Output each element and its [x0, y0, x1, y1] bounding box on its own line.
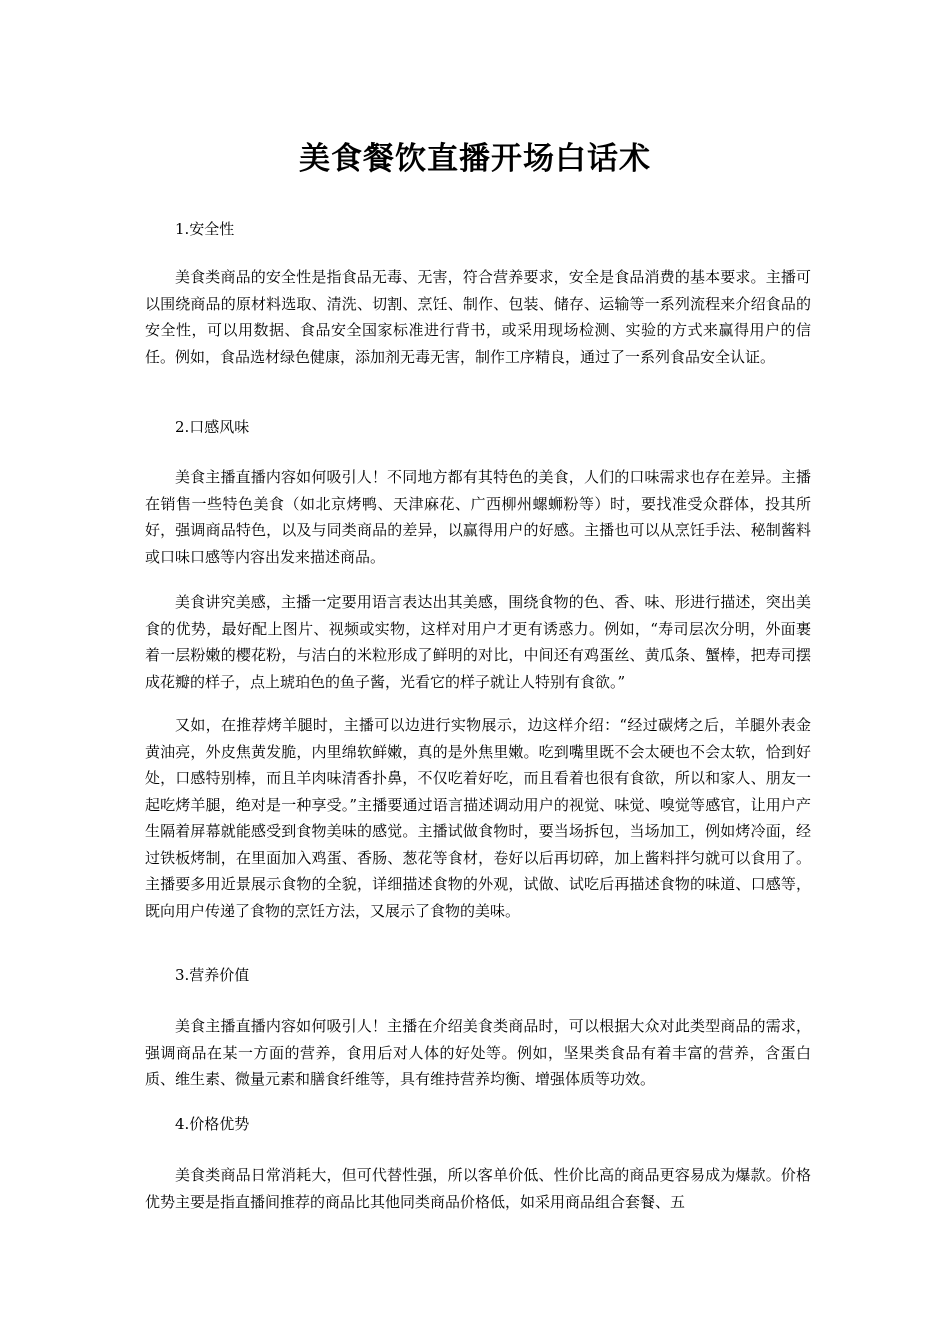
section-paragraph: 美食讲究美感，主播一定要用语言表达出其美感，围绕食物的色、香、味、形进行描述，突出美食的优势，最好配上图片、视频或实物，这样对用户才更有诱惑力。例如，“寿司层次分明，外面裹着一层粉嫩的樱花粉，与洁白的米粒形成了鲜明的对比，中间还有鸡蛋丝、黄瓜条、蟹棒，把寿司摆成花瓣的样子，点上琥珀色的鱼子酱，光看它的样子就让人特别有食欲。”: [145, 593, 811, 691]
section-paragraph: 美食类商品的安全性是指食品无毒、无害，符合营养要求，安全是食品消费的基本要求。主播可以围绕商品的原材料选取、清洗、切割、烹饪、制作、包装、储存、运输等一系列流程来介绍食品的安全性，可以用数据、食品安全国家标准进行背书，或采用现场检测、实验的方式来赢得用户的信任。例如，食品选材绿色健康，添加剂无毒无害，制作工序精良，通过了一系列食品安全认证。: [145, 268, 811, 366]
section-paragraph: 又如，在推荐烤羊腿时，主播可以边进行实物展示，边这样介绍：“经过碳烤之后，羊腿外表金黄油亮，外皮焦黄发脆，内里绵软鲜嫩，真的是外焦里嫩。吃到嘴里既不会太硬也不会太软，恰到好处，口感特别棒，而且羊肉味清香扑鼻，不仅吃着好吃，而且看着也很有食欲，所以和家人、朋友一起吃烤羊腿，绝对是一种享受。”主播要通过语言描述调动用户的视觉、味觉、嗅觉等感官，让用户产生隔着屏幕就能感受到食物美味的感觉。主播试做食物时，要当场拆包，当场加工，例如烤冷面，经过铁板烤制，在里面加入鸡蛋、香肠、葱花等食材，卷好以后再切碎，加上酱料拌匀就可以食用了。主播要多用近景展示食物的全貌，详细描述食物的外观，试做、试吃后再描述食物的味道、口感等，既向用户传递了食物的烹饪方法，又展示了食物的美味。: [145, 716, 811, 920]
section-paragraph: 美食类商品日常消耗大，但可代替性强，所以客单价低、性价比高的商品更容易成为爆款。价格优势主要是指直播间推荐的商品比其他同类商品价格低，如采用商品组合套餐、五: [145, 1166, 811, 1211]
section-paragraph: 美食主播直播内容如何吸引人！不同地方都有其特色的美食，人们的口味需求也存在差异。主播在销售一些特色美食（如北京烤鸭、天津麻花、广西柳州螺蛳粉等）时，要找准受众群体，投其所好，强调商品特色，以及与同类商品的差异，以赢得用户的好感。主播也可以从烹饪手法、秘制酱料或口味口感等内容出发来描述商品。: [145, 468, 811, 566]
section-paragraph: 美食主播直播内容如何吸引人！主播在介绍美食类商品时，可以根据大众对此类型商品的需求，强调商品在某一方面的营养，食用后对人体的好处等。例如，坚果类食品有着丰富的营养，含蛋白质、维生素、微量元素和膳食纤维等，具有维持营养均衡、增强体质等功效。: [145, 1017, 811, 1088]
section-heading-price: 4.价格优势: [175, 1115, 250, 1133]
section-heading-nutrition: 3.营养价值: [175, 966, 250, 984]
section-heading-safety: 1.安全性: [175, 220, 235, 238]
section-heading-taste: 2.口感风味: [175, 418, 250, 436]
page-title: 美食餐饮直播开场白话术: [299, 140, 651, 177]
